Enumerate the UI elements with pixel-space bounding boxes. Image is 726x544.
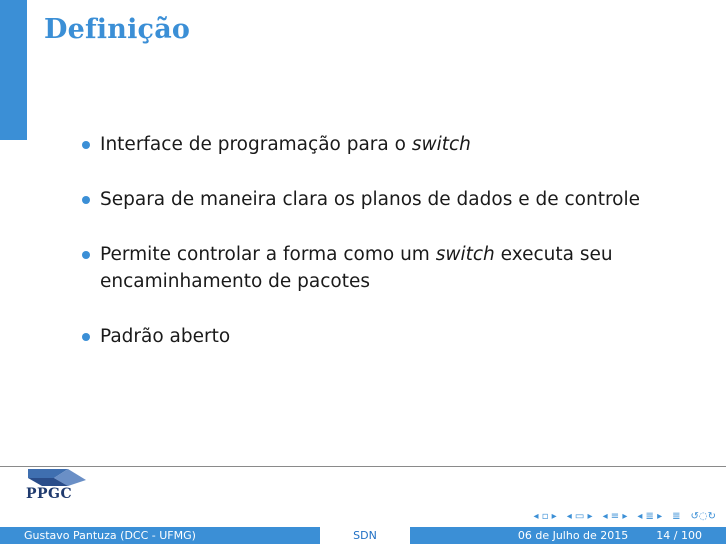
left-accent-bar bbox=[0, 0, 27, 140]
bullet-text: Interface de programação para o bbox=[100, 134, 412, 155]
footer-page-number: 14 / 100 bbox=[656, 529, 702, 542]
bullet-emphasis: switch bbox=[411, 134, 471, 155]
footer-bar bbox=[0, 527, 726, 544]
navigation-controls bbox=[534, 509, 716, 523]
subsection-nav-icon[interactable]: ◂ ≡ ▸ bbox=[602, 510, 628, 522]
bullet-item bbox=[78, 323, 658, 350]
bullet-emphasis: switch bbox=[435, 244, 495, 265]
bullet-text-tail: executa seu encaminhamento de pacotes bbox=[100, 244, 613, 292]
bullet-text: Padrão aberto bbox=[100, 326, 231, 347]
bullet-dot-icon bbox=[82, 196, 90, 204]
bullet-dot-icon bbox=[82, 333, 90, 341]
bullet-item bbox=[78, 241, 658, 295]
logo-text: PPGC bbox=[26, 486, 73, 502]
bullet-dot-icon bbox=[82, 251, 90, 259]
bullet-dot-icon bbox=[82, 141, 90, 149]
slide-title: Definição bbox=[44, 14, 191, 45]
bullet-item bbox=[78, 186, 658, 213]
bullet-list bbox=[78, 131, 658, 378]
footer-right bbox=[410, 527, 726, 544]
bottom-divider bbox=[0, 466, 726, 467]
outline-icon[interactable]: ≣ bbox=[672, 510, 681, 522]
bullet-text: Separa de maneira clara os planos de dados e de controle bbox=[100, 189, 640, 210]
footer-date: 06 de Julho de 2015 bbox=[517, 529, 629, 542]
frame-nav-icon[interactable]: ◂ ▭ ▸ bbox=[566, 510, 593, 522]
bullet-item bbox=[78, 131, 658, 158]
search-icon[interactable]: ↺◌↻ bbox=[690, 510, 716, 522]
bullet-text: Permite controlar a forma como um bbox=[100, 244, 436, 265]
footer-author: Gustavo Pantuza (DCC - UFMG) bbox=[0, 527, 320, 544]
footer-short-title: SDN bbox=[320, 527, 410, 544]
section-nav-icon[interactable]: ◂ ≣ ▸ bbox=[637, 510, 663, 522]
slide-nav-icon[interactable]: ◂ ▫ ▸ bbox=[533, 510, 557, 522]
